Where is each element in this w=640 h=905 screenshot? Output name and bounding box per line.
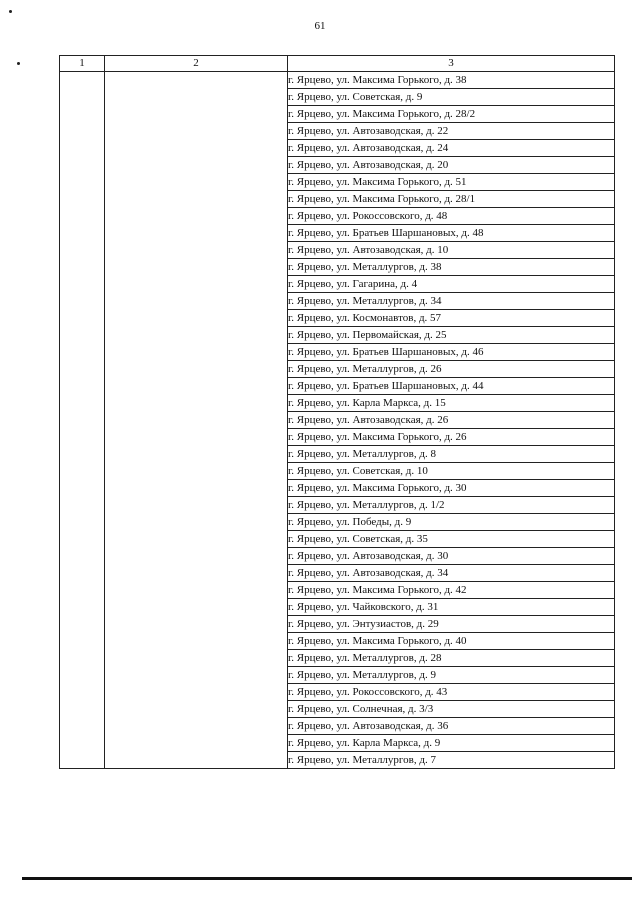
address-cell: г. Ярцево, ул. Космонавтов, д. 57 — [288, 310, 615, 327]
address-cell: г. Ярцево, ул. Энтузиастов, д. 29 — [288, 616, 615, 633]
column-1-cell — [60, 72, 105, 769]
scan-speck — [17, 62, 20, 65]
address-cell: г. Ярцево, ул. Карла Маркса, д. 9 — [288, 735, 615, 752]
address-cell: г. Ярцево, ул. Максима Горького, д. 38 — [288, 72, 615, 89]
footer-rule — [22, 877, 632, 880]
page-number: 61 — [314, 20, 326, 32]
address-cell: г. Ярцево, ул. Максима Горького, д. 30 — [288, 480, 615, 497]
address-cell: г. Ярцево, ул. Чайковского, д. 31 — [288, 599, 615, 616]
address-cell: г. Ярцево, ул. Металлургов, д. 38 — [288, 259, 615, 276]
address-cell: г. Ярцево, ул. Советская, д. 10 — [288, 463, 615, 480]
address-cell: г. Ярцево, ул. Автозаводская, д. 34 — [288, 565, 615, 582]
address-cell: г. Ярцево, ул. Братьев Шаршановых, д. 44 — [288, 378, 615, 395]
address-table — [59, 55, 615, 769]
column-2-cell — [105, 72, 288, 769]
address-cell: г. Ярцево, ул. Автозаводская, д. 10 — [288, 242, 615, 259]
address-cell: г. Ярцево, ул. Автозаводская, д. 26 — [288, 412, 615, 429]
address-cell: г. Ярцево, ул. Автозаводская, д. 24 — [288, 140, 615, 157]
address-cell: г. Ярцево, ул. Победы, д. 9 — [288, 514, 615, 531]
address-cell: г. Ярцево, ул. Металлургов, д. 28 — [288, 650, 615, 667]
address-cell: г. Ярцево, ул. Гагарина, д. 4 — [288, 276, 615, 293]
address-cell: г. Ярцево, ул. Максима Горького, д. 26 — [288, 429, 615, 446]
address-cell: г. Ярцево, ул. Максима Горького, д. 28/2 — [288, 106, 615, 123]
column-header-1: 1 — [60, 56, 105, 72]
address-cell: г. Ярцево, ул. Металлургов, д. 26 — [288, 361, 615, 378]
address-cell: г. Ярцево, ул. Советская, д. 9 — [288, 89, 615, 106]
column-header-2: 2 — [105, 56, 288, 72]
table-body — [60, 72, 615, 769]
address-cell: г. Ярцево, ул. Максима Горького, д. 51 — [288, 174, 615, 191]
address-cell: г. Ярцево, ул. Максима Горького, д. 42 — [288, 582, 615, 599]
column-header-3: 3 — [288, 56, 615, 72]
address-cell: г. Ярцево, ул. Максима Горького, д. 28/1 — [288, 191, 615, 208]
address-cell: г. Ярцево, ул. Советская, д. 35 — [288, 531, 615, 548]
address-cell: г. Ярцево, ул. Автозаводская, д. 20 — [288, 157, 615, 174]
address-cell: г. Ярцево, ул. Первомайская, д. 25 — [288, 327, 615, 344]
address-cell: г. Ярцево, ул. Металлургов, д. 1/2 — [288, 497, 615, 514]
address-cell: г. Ярцево, ул. Автозаводская, д. 36 — [288, 718, 615, 735]
address-cell: г. Ярцево, ул. Рокоссовского, д. 48 — [288, 208, 615, 225]
address-cell: г. Ярцево, ул. Металлургов, д. 9 — [288, 667, 615, 684]
address-cell: г. Ярцево, ул. Братьев Шаршановых, д. 48 — [288, 225, 615, 242]
address-cell: г. Ярцево, ул. Максима Горького, д. 40 — [288, 633, 615, 650]
address-cell: г. Ярцево, ул. Автозаводская, д. 22 — [288, 123, 615, 140]
address-cell: г. Ярцево, ул. Рокоссовского, д. 43 — [288, 684, 615, 701]
address-cell: г. Ярцево, ул. Металлургов, д. 7 — [288, 752, 615, 769]
address-cell: г. Ярцево, ул. Металлургов, д. 34 — [288, 293, 615, 310]
address-cell: г. Ярцево, ул. Металлургов, д. 8 — [288, 446, 615, 463]
scan-speck — [9, 10, 12, 13]
address-cell: г. Ярцево, ул. Братьев Шаршановых, д. 46 — [288, 344, 615, 361]
address-cell: г. Ярцево, ул. Солнечная, д. 3/3 — [288, 701, 615, 718]
address-cell: г. Ярцево, ул. Карла Маркса, д. 15 — [288, 395, 615, 412]
address-cell: г. Ярцево, ул. Автозаводская, д. 30 — [288, 548, 615, 565]
table-row — [60, 72, 615, 89]
header-row — [60, 56, 615, 72]
